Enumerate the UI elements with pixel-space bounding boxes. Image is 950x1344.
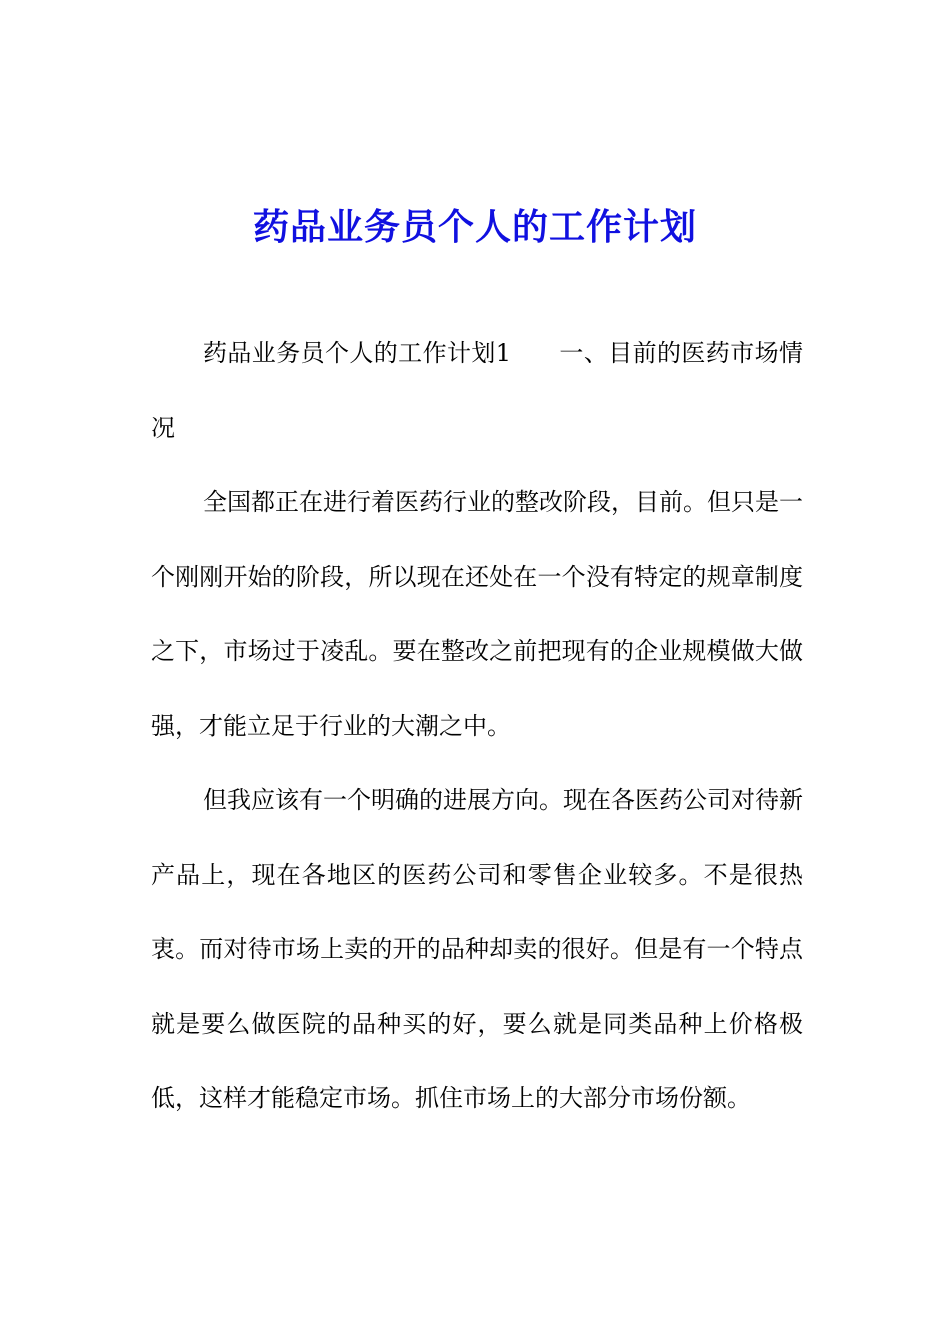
document-title: 药品业务员个人的工作计划 <box>252 206 697 249</box>
paragraph-1: 全国都正在进行着医药行业的整改阶段，目前。但只是一个刚刚开始的阶段，所以现在还处在一个没有特定的规章制度之下，市场过于凌乱。要在整改之前把现有的企业规模做大做强，才能立足于行业的大潮之中。 <box>151 488 803 740</box>
intro-paragraph <box>151 316 803 465</box>
document-body <box>151 316 803 1136</box>
intro-heading: 药品业务员个人的工作计划1 <box>203 339 512 367</box>
paragraph-2: 但我应该有一个明确的进展方向。现在各医药公司对待新产品上，现在各地区的医药公司和零售企业较多。不是很热衷。而对待市场上卖的开的品种却卖的很好。但是有一个特点就是要么做医院的品种买的好，要么就是同类品种上价格极低，这样才能稳定市场。抓住市场上的大部分市场份额。 <box>151 786 803 1112</box>
intro-section: 一、目前的医药市场情况 <box>151 339 803 442</box>
